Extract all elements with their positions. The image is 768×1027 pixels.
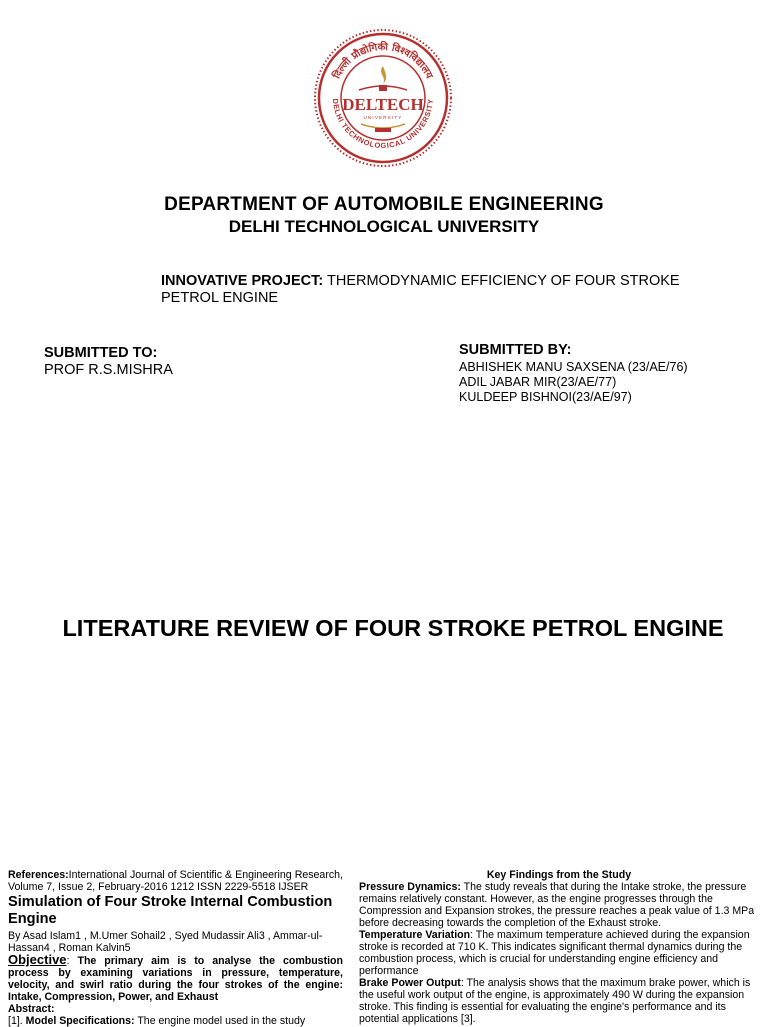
- submitted-to-name: PROF R.S.MISHRA: [44, 362, 173, 378]
- objective-separator: :: [66, 955, 78, 967]
- project-title: THERMODYNAMIC EFFICIENCY OF FOUR STROKE PETROL ENGINE: [161, 273, 680, 306]
- deltech-seal-graphic: [313, 28, 453, 168]
- right-column: [359, 869, 759, 1025]
- seal-top-text: दिल्ली प्रौद्योगिकी विश्वविद्यालय: [331, 41, 435, 81]
- paper-authors: By Asad Islam1 , M.Umer Sohail2 , Syed Mudassir Ali3 , Ammar-ul-Hassan4 , Roman Kalvin5: [8, 930, 323, 954]
- finding-item: [359, 929, 759, 977]
- team-member: ADIL JABAR MIR(23/AE/77): [459, 375, 617, 389]
- finding-text: : The analysis shows that the maximum brake power, which is the useful work output of the engine, is approximately 490 W during the expansion stroke. This finding is essential for evaluating the engine's performance and its potential applications [3].: [359, 977, 751, 1025]
- reference-line: [8, 869, 343, 893]
- submitted-by-list: [459, 360, 688, 405]
- key-findings-heading: Key Findings from the Study: [486, 869, 632, 881]
- reference-text: International Journal of Scientific & Engineering Research, Volume 7, Issue 2, February-2016 1212 ISSN 2229-5518 IJSER: [8, 869, 343, 893]
- seal-bottom-text: DELHI TECHNOLOGICAL UNIVERSITY: [330, 98, 436, 151]
- spec-text: The engine model used in the study: [134, 1015, 306, 1027]
- team-member: KULDEEP BISHNOI(23/AE/97): [459, 390, 632, 404]
- finding-label: Pressure Dynamics:: [359, 881, 461, 893]
- reference-label: References:: [8, 869, 69, 881]
- model-specs-paragraph: [8, 1015, 343, 1027]
- finding-text: The study reveals that during the Intake stroke, the pressure remains relatively constant. However, as the engine progresses through the Compression and Expansion strokes, the pressure reaches a peak value of 1.3 MPa before decreasing towards the completion of the Exhaust stroke.: [359, 881, 755, 929]
- abstract-label: Abstract:: [8, 1003, 55, 1015]
- paper-title: Simulation of Four Stroke Internal Combustion Engine: [8, 894, 333, 927]
- seal-center-text: DELTECH: [342, 95, 424, 114]
- project-block: [161, 273, 681, 307]
- left-column: [8, 869, 343, 1027]
- department-heading: DEPARTMENT OF AUTOMOBILE ENGINEERING: [164, 194, 604, 215]
- university-heading: DELHI TECHNOLOGICAL UNIVERSITY: [228, 217, 540, 236]
- finding-item: [359, 977, 759, 1025]
- finding-label: Brake Power Output: [359, 977, 461, 989]
- seal-center-subtext: UNIVERSITY: [363, 115, 403, 120]
- spec-label: Model Specifications:: [25, 1015, 135, 1027]
- submitted-to-label: SUBMITTED TO:: [44, 345, 158, 361]
- spec-prefix: [1].: [8, 1015, 26, 1027]
- objective-label: Objective: [8, 952, 67, 967]
- project-label: INNOVATIVE PROJECT:: [161, 273, 324, 289]
- finding-label: Temperature Variation: [359, 929, 471, 941]
- objective-text: The primary aim is to analyse the combustion process by examining variations in pressure, temperature, velocity, and swirl ratio during the four strokes of the engine: Intake, Compression, Power, and Exhaust: [8, 955, 343, 1003]
- team-member: ABHISHEK MANU SAXSENA (23/AE/76): [459, 360, 688, 374]
- university-logo: [313, 28, 453, 168]
- finding-item: [359, 881, 759, 929]
- literature-review-title: LITERATURE REVIEW OF FOUR STROKE PETROL ENGINE: [62, 615, 724, 641]
- finding-text: : The maximum temperature achieved during the expansion stroke is recorded at 710 K. This indicates significant thermal dynamics during the combustion process, which is crucial for understanding engine efficiency and performance: [359, 929, 750, 977]
- objective-paragraph: [8, 954, 343, 1003]
- submitted-by-label: SUBMITTED BY:: [459, 342, 572, 358]
